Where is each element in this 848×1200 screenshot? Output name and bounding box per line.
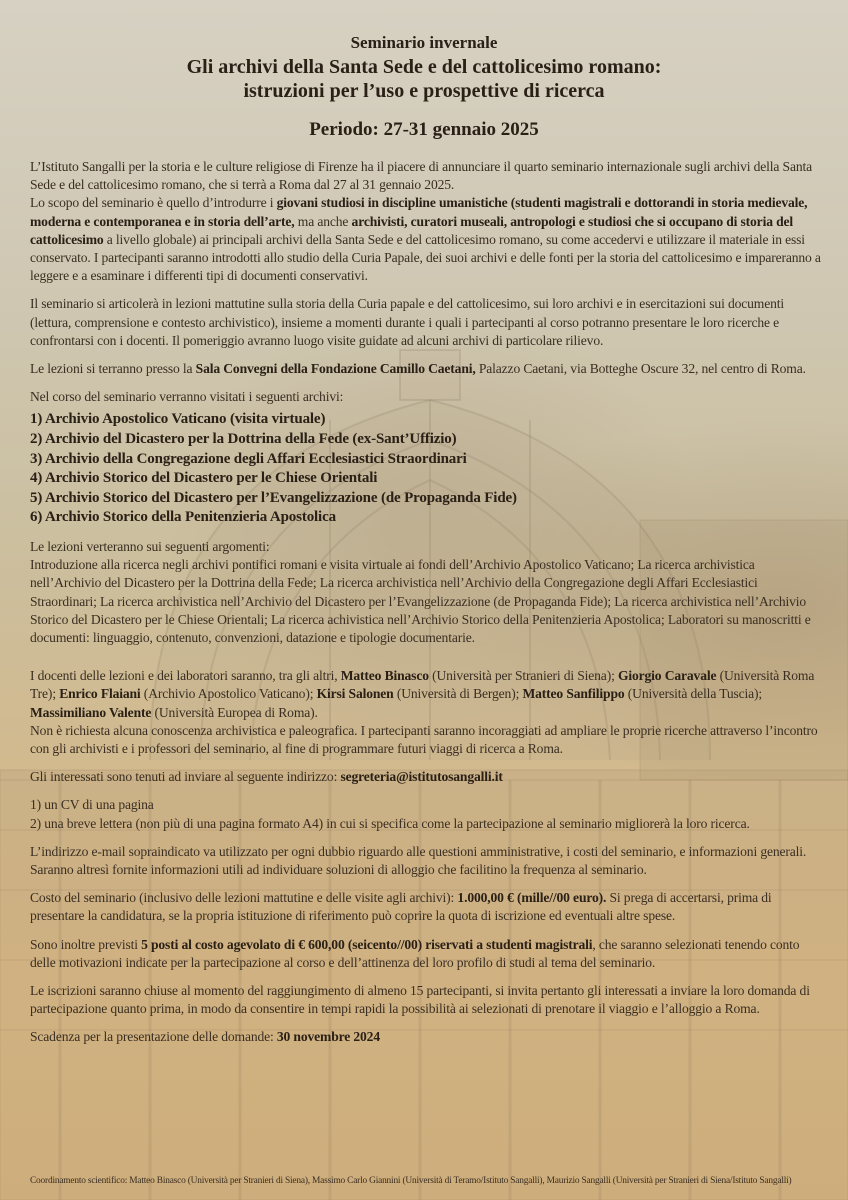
teacher-name: Massimiliano Valente xyxy=(30,704,152,720)
intro-aim-target-2: archivisti, curatori museali, antropologi e studiosi che si occupano di storia del cattolicesimo xyxy=(30,213,794,247)
reduced-cost-paragraph xyxy=(30,936,822,972)
header-kicker: Seminario invernale xyxy=(350,33,498,52)
header-title xyxy=(0,55,848,103)
intro-text: L’Istituto Sangalli per la storia e le culture religiose di Firenze ha il piacere di annunciare il quarto seminario internazionale sugli archivi della Santa Sede e del cattolicesimo romano, che si terrà a Roma dal 27 al 31 gennaio 2025. xyxy=(30,159,813,193)
title-line-1: Gli archivi della Santa Sede e del cattolicesimo romano: xyxy=(186,56,662,78)
archive-item: 3) Archivio della Congregazione degli Affari Ecclesiastici Straordinari xyxy=(30,450,467,467)
contact-email-link[interactable]: segreteria@istitutosangalli.it xyxy=(340,769,503,785)
topics-paragraph xyxy=(30,538,822,647)
requirement-letter: 2) una breve lettera (non più di una pagina formato A4) in cui si specifica come la partecipazione al seminario migliorerà la loro ricerca. xyxy=(30,815,750,831)
teacher-affiliation: (Università Europea di Roma). xyxy=(151,704,318,720)
archives-intro: Nel corso del seminario verranno visitati i seguenti archivi: xyxy=(30,389,344,405)
intro-aim-connector: ma anche xyxy=(294,213,352,229)
topics-text: Introduzione alla ricerca negli archivi pontifici romani e visita virtuale ai fondi dell’Archivio Apostolico Vaticano; La ricerca archivistica nell’Archivio del Dicastero per la Dottrina della Fede; La ricerca archivistica nell’Archivio della Congregazione degli Affari Ecclesiastici Straordinari; La ricerca archivistica nell’Archivio del Dicastero per l’Evangelizzazione (de Propaganda Fide); La ricerca archivistica nell’Archivio Storico del Dicastero per le Chiese Orientali; La ricerca achivistica nell’Archivio Storico della Penitenzieria Apostolica; Laboratori su manoscritti e documenti: linguaggio, contenuto, convenzioni, datazione e tipologie documentarie. xyxy=(30,557,811,646)
teacher-affiliation: (Università per Stranieri di Siena); xyxy=(428,668,618,684)
venue-paragraph xyxy=(30,360,822,378)
archive-item: 5) Archivio Storico del Dicastero per l’Evangelizzazione (de Propaganda Fide) xyxy=(30,489,517,506)
teacher-name: Enrico Flaiani xyxy=(59,686,141,702)
archive-item: 2) Archivio del Dicastero per la Dottrina della Fede (ex-Sant’Uffizio) xyxy=(30,431,457,448)
teachers-paragraph xyxy=(30,667,822,758)
intro-aim-lead: Lo scopo del seminario è quello d’introdurre i xyxy=(30,195,277,211)
structure-paragraph: Il seminario si articolerà in lezioni mattutine sulla storia della Curia papale e del cattolicesimo, sui loro archivi e in esercitazioni sui documenti (lettura, comprensione e contesto archivistico), insieme a momenti durante i quali i partecipanti al corso potranno presentare le loro ricerche e confrontarsi con i docenti. Il pomeriggio avranno luogo visite guidate ad alcuni archivi di particolare rilievo. xyxy=(30,296,784,348)
teacher-affiliation: (Università della Tuscia); xyxy=(624,686,763,702)
reduced-note: , che saranno selezionati tenendo conto delle motivazioni indicate per la partecipazione al corso e dell’attinenza del loro profilo di studi al tema del seminario. xyxy=(30,936,800,970)
application-paragraph xyxy=(30,768,822,786)
title-line-2: istruzioni per l’uso e prospettive di ricerca xyxy=(243,80,605,102)
deadline-paragraph xyxy=(30,1028,822,1046)
venue-address: Palazzo Caetani, via Botteghe Oscure 32, nel centro di Roma. xyxy=(475,361,806,377)
topics-intro: Le lezioni verteranno sui seguenti argomenti: xyxy=(30,539,270,554)
coordination-footer: Coordinamento scientifico: Matteo Binasco (Università per Stranieri di Siena), Massimo Carlo Giannini (Università di Teramo/Istituto Sangalli), Maurizio Sangalli (Università per Stranieri di Siena/Istituto Sangalli) xyxy=(30,1176,792,1186)
closing-paragraph: Le iscrizioni saranno chiuse al momento del raggiungimento di almeno 15 partecipanti, si invita pertanto gli interessati a inviare la loro domanda di partecipazione quanto prima, in modo da consentire in tempi rapidi la possibilità ai selezionati di prenotare il viaggio e l’alloggio a Roma. xyxy=(30,983,810,1017)
teacher-name: Giorgio Caravale xyxy=(617,668,717,684)
reduced-amount: 5 posti al costo agevolato di € 600,00 (seicento//00) riservati a studenti magistrali xyxy=(141,936,593,952)
archive-item: 4) Archivio Storico del Dicastero per le Chiese Orientali xyxy=(30,470,378,487)
teacher-affiliation: (Archivio Apostolico Vaticano); xyxy=(140,686,317,702)
teacher-affiliation: (Università Roma Tre); xyxy=(30,668,815,702)
teachers-note: Non è richiesta alcuna conoscenza archivistica e paleografica. I partecipanti saranno incoraggiati ad ampliare le proprie ricerche attraverso l’incontro con gli archivisti e i professori del seminario, al fine di programmare futuri viaggi di ricerca a Roma. xyxy=(30,722,818,757)
teacher-affiliation: (Università di Bergen); xyxy=(393,686,523,702)
intro-paragraph xyxy=(30,158,822,285)
cost-lead: Costo del seminario (inclusivo delle lezioni mattutine e delle visite agli archivi): xyxy=(30,890,458,906)
requirement-cv: 1) un CV di una pagina xyxy=(30,797,154,813)
venue-name: Sala Convegni della Fondazione Camillo Caetani, xyxy=(195,361,476,377)
header-period: Periodo: 27-31 gennaio 2025 xyxy=(309,119,539,140)
teachers-lead: I docenti delle lezioni e dei laboratori saranno, tra gli altri, xyxy=(30,668,341,684)
archive-item: 1) Archivio Apostolico Vaticano (visita virtuale) xyxy=(30,411,326,428)
cost-amount: 1.000,00 € (mille//00 euro). xyxy=(457,890,607,906)
archives-list xyxy=(30,410,822,528)
archive-item: 6) Archivio Storico della Penitenzieria Apostolica xyxy=(30,509,336,526)
intro-aim-target: giovani studiosi in discipline umanistiche (studenti magistrali e dottorandi in storia medievale, moderna e contemporanea e in storia dell’arte, xyxy=(30,195,808,229)
teacher-name: Kirsi Salonen xyxy=(316,686,394,702)
venue-lead: Le lezioni si terranno presso la xyxy=(30,361,196,377)
deadline-label: Scadenza per la presentazione delle domande: xyxy=(30,1029,277,1045)
teacher-name: Matteo Binasco xyxy=(340,668,429,684)
cost-note: Si prega di accertarsi, prima di presentare la candidatura, se la propria istituzione di riferimento può coprire la quota di iscrizione ed eventuali altre spese. xyxy=(30,890,772,924)
intro-aim-rest: a livello globale) ai principali archivi della Santa Sede e del cattolicesimo romano, su come accedervi e utilizzare il materiale in essi conservato. I partecipanti saranno introdotti allo studio della Curia Papale, dei suoi archivi e delle fonti per la storia del cattolicesimo e impareranno a leggere e a esaminare i differenti tipi di documenti conservativi. xyxy=(30,231,821,284)
reduced-lead: Sono inoltre previsti xyxy=(30,936,142,952)
cost-paragraph xyxy=(30,889,822,925)
teacher-name: Matteo Sanfilippo xyxy=(522,686,625,702)
deadline-date: 30 novembre 2024 xyxy=(276,1029,380,1045)
contact-paragraph: L’indirizzo e-mail sopraindicato va utilizzato per ogni dubbio riguardo alle questioni amministrative, i costi del seminario, e informazioni generali. Saranno altresì fornite informazioni utili ad individuare soluzioni di alloggio che facilitino la frequenza al seminario. xyxy=(30,843,807,878)
application-lead: Gli interessati sono tenuti ad inviare al seguente indirizzo: xyxy=(30,769,341,785)
requirements xyxy=(30,796,822,832)
announcement-body xyxy=(30,158,822,1057)
